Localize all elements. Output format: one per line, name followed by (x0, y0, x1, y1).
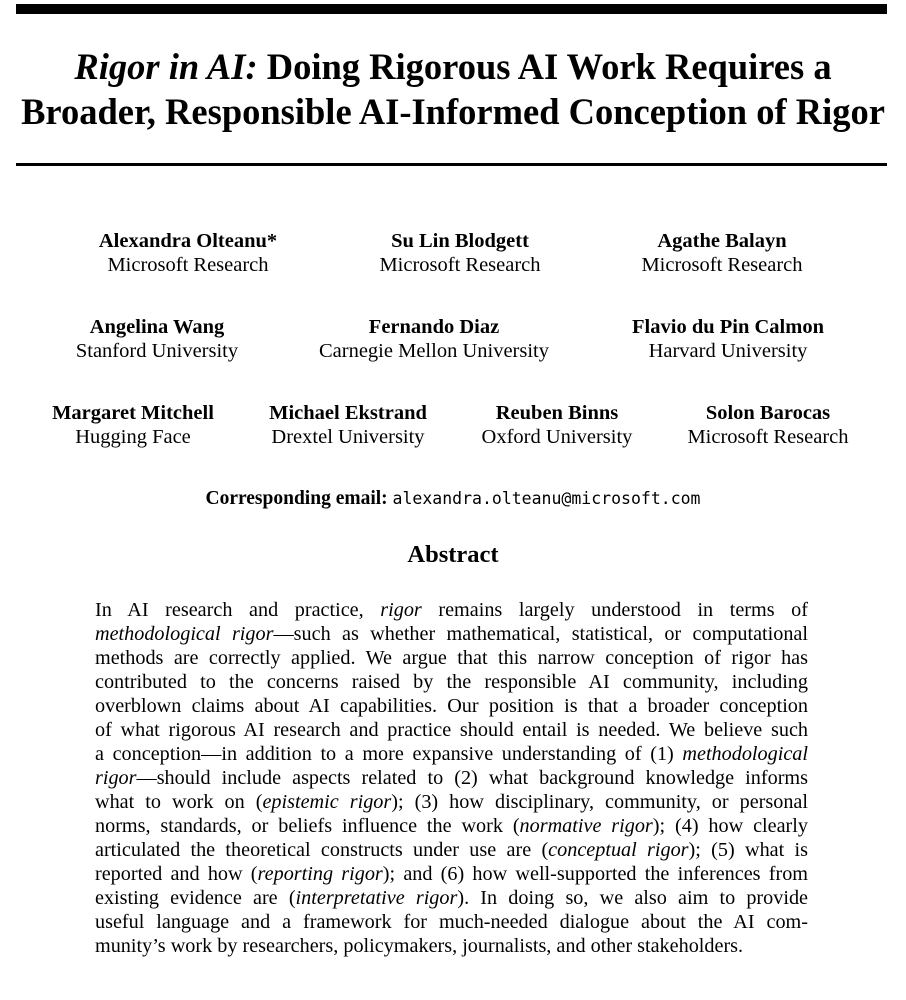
abstract-line (95, 694, 808, 718)
abstract-text: methods are correctly applied. We argue that this narrow conception of rigor has (95, 647, 808, 669)
corresponding-email (0, 487, 906, 511)
author-affiliation: Microsoft Research (107, 254, 269, 276)
abstract-text: ); (3) how disciplinary, community, or personal (391, 791, 808, 813)
abstract-emphasis: reporting rigor (257, 863, 383, 885)
abstract-text: overblown claims about AI capabilities. Our position is that a broader conception (95, 695, 808, 717)
author-affiliation: Drextel University (271, 426, 425, 448)
author-affiliation: Carnegie Mellon University (318, 340, 549, 362)
abstract-emphasis: interpretative rigor (295, 887, 458, 909)
author-affiliation: Hugging Face (75, 426, 191, 448)
abstract-line (95, 766, 808, 790)
author-affiliation: Microsoft Research (379, 254, 541, 276)
abstract-line (95, 718, 808, 742)
author-name: Fernando Diaz (368, 316, 500, 338)
paper-title (0, 44, 906, 134)
author-calmon (578, 315, 878, 363)
abstract-text: —should include aspects related to (2) what background knowledge informs (136, 767, 808, 789)
abstract-text: existing evidence are ( (95, 887, 296, 909)
abstract-line (95, 886, 808, 910)
abstract-line (95, 934, 808, 958)
abstract-emphasis: methodological (682, 743, 808, 765)
title-line-1-rest: Doing Rigorous AI Work Requires a (266, 46, 832, 87)
abstract-line (95, 790, 808, 814)
abstract-text: ); (4) how clearly (652, 815, 808, 837)
abstract-text: remains largely understood in terms of (421, 599, 808, 621)
title-rule (16, 163, 887, 166)
abstract-text: munity’s work by researchers, policymakers, journalists, and other stakeholders. (95, 935, 744, 957)
abstract-text: norms, standards, or beliefs influence the work ( (95, 815, 520, 837)
abstract-line (95, 862, 808, 886)
abstract-text: —such as whether mathematical, statistical, or computational (273, 623, 809, 645)
author-name: Reuben Binns (495, 402, 619, 424)
author-affiliation: Oxford University (481, 426, 633, 448)
abstract-line (95, 814, 808, 838)
abstract-emphasis: methodological rigor (95, 623, 274, 645)
author-name: Flavio du Pin Calmon (632, 316, 824, 338)
author-affiliation: Stanford University (75, 340, 239, 362)
abstract-emphasis: rigor (380, 599, 422, 621)
author-blodgett (310, 229, 610, 277)
email-label: Corresponding email: (205, 488, 388, 509)
title-line-2: Broader, Responsible AI-Informed Conception of Rigor (21, 91, 885, 132)
author-name: Solon Barocas (705, 402, 831, 424)
abstract-line (95, 622, 808, 646)
abstract-text: In AI research and practice, (95, 599, 381, 621)
abstract-line (95, 598, 808, 622)
author-name: Su Lin Blodgett (391, 230, 529, 252)
email-address[interactable]: alexandra.olteanu@microsoft.com (392, 489, 701, 508)
abstract-body (95, 598, 808, 958)
author-affiliation: Harvard University (648, 340, 808, 362)
author-diaz (284, 315, 584, 363)
author-affiliation: Microsoft Research (687, 426, 849, 448)
abstract-line (95, 670, 808, 694)
author-barocas (618, 401, 906, 449)
author-affiliation: Microsoft Research (641, 254, 803, 276)
abstract-text: useful language and a framework for much-needed dialogue about the AI com- (95, 911, 808, 933)
abstract-text: ); (5) what is (688, 839, 808, 861)
abstract-line (95, 742, 808, 766)
abstract-line (95, 910, 808, 934)
abstract-heading: Abstract (407, 541, 499, 568)
abstract-line (95, 838, 808, 862)
abstract-text: ); and (6) how well-supported the inferences from (382, 863, 808, 885)
author-name: Angelina Wang (89, 316, 225, 338)
title-italic: Rigor in AI: (74, 46, 258, 87)
author-name: Agathe Balayn (657, 230, 787, 252)
title-line-1 (0, 44, 906, 89)
author-name: Margaret Mitchell (52, 402, 214, 424)
abstract-line (95, 646, 808, 670)
abstract-text: contributed to the concerns raised by the responsible AI community, including (95, 671, 808, 693)
abstract-text: what to work on ( (95, 791, 263, 813)
abstract-text: reported and how ( (95, 863, 258, 885)
author-name: Michael Ekstrand (269, 402, 427, 424)
author-name: Alexandra Olteanu* (98, 230, 278, 252)
abstract-text: articulated the theoretical constructs under use are ( (95, 839, 549, 861)
top-rule (16, 4, 887, 14)
abstract-emphasis: conceptual rigor (548, 839, 689, 861)
abstract-emphasis: epistemic rigor (262, 791, 392, 813)
author-olteanu (38, 229, 338, 277)
abstract-emphasis: normative rigor (519, 815, 653, 837)
abstract-emphasis: rigor (95, 767, 137, 789)
abstract-text: ). In doing so, we also aim to provide (457, 887, 808, 909)
abstract-text: of what rigorous AI research and practice should entail is needed. We believe such (95, 719, 808, 741)
abstract-text: a conception—in addition to a more expansive understanding of (1) (95, 743, 683, 765)
author-wang (7, 315, 307, 363)
author-balayn (572, 229, 872, 277)
